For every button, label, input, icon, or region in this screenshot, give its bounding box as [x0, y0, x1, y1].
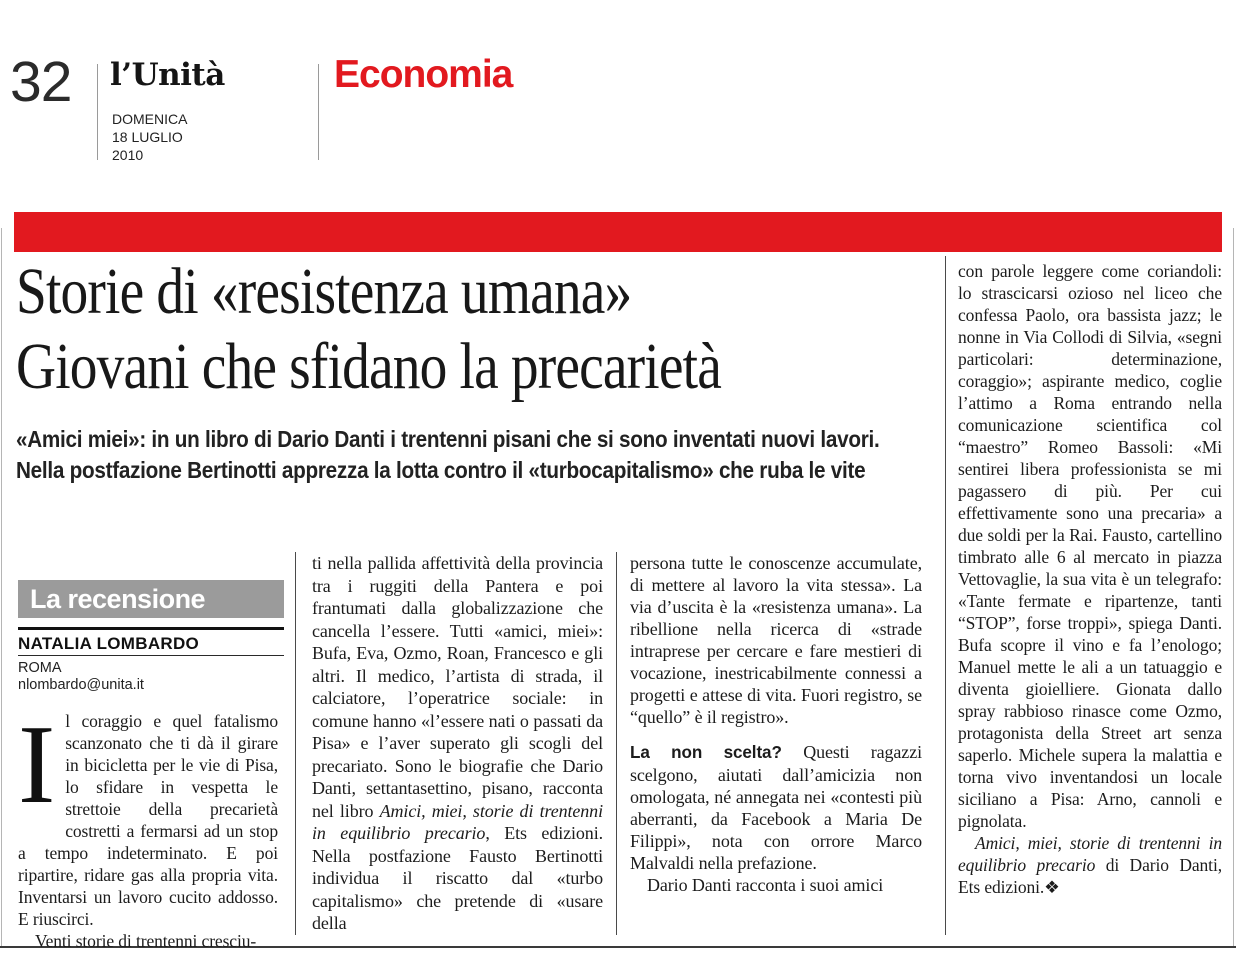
paragraph-text: l coraggio e quel fatalismo scanzonato che ti dà il girare in bicicletta per le vie di Pisa, lo sfidare in vespetta le strettoie della precarietà costretti a fermarsi ad un stop a tempo indeterminato. E poi ripartire, ridare gas alla propria vita. Inventarsi un lavoro cucito addosso. E riuscirci.	[18, 711, 278, 929]
byline-author: NATALIA LOMBARDO	[18, 634, 200, 653]
paragraph-text: di Dario Danti, Ets edizioni.❖	[958, 855, 1222, 897]
paragraph-text: Dario Danti racconta i suoi amici	[647, 875, 884, 895]
section-red-bar	[14, 212, 1222, 252]
page-number: 32	[10, 50, 72, 114]
paragraph-text: Venti storie di trentenni cresciu-	[35, 931, 257, 951]
issue-date-weekday: DOMENICA	[112, 111, 188, 127]
column-divider-2-3	[616, 552, 617, 935]
standfirst-line-1: «Amici miei»: in un libro di Dario Danti i trentenni pisani che si sono inventati nuovi lavori.	[16, 426, 880, 452]
issue-date-year: 2010	[112, 147, 144, 163]
article-column-3	[630, 552, 922, 896]
byline-rule-thick	[18, 627, 284, 630]
article-paragraph	[630, 552, 922, 728]
byline-rule-thin	[18, 655, 284, 656]
standfirst-line-2: Nella postfazione Bertinotti apprezza la lotta contro il «turbocapitalismo» che ruba le vite	[16, 457, 866, 483]
masthead-logo: l’Unità	[110, 57, 225, 93]
kicker-label: La recensione	[30, 583, 206, 614]
article-paragraph	[630, 741, 922, 874]
article-paragraph	[958, 832, 1222, 898]
paragraph-text: , Ets edizioni. Nella postfazione Fausto Bertinotti individua il riscatto dal «turbo capitalismo» che pretende di «usare della	[312, 823, 604, 933]
article-paragraph	[312, 552, 603, 935]
paragraph-text: ti nella pallida affettività della provincia tra i ruggiti della Pantera e poi frantumati dalla globalizzazione che cancella l’essere. Tutti «amici, miei»: Bufa, Eva, Ozmo, Roan, Francesco e gli altri. Il medico, l’artista di strada, il calciatore, l’operatrice sociale: in comune hanno «l’essere nati o passati da Pisa» e l’aver superato gli scogli del precariato. Sono le biografie che Dario Danti, settantasettino, pisano, racconta nel libro	[312, 553, 603, 821]
byline-email: nlombardo@unita.it	[18, 677, 144, 693]
issue-date	[112, 110, 187, 164]
page-edge-rule-left	[1, 228, 2, 946]
kicker-box	[18, 580, 284, 618]
article-column-1	[18, 703, 278, 952]
book-title-italic: Amici, miei, storie di trentenni in equilibrio precario	[958, 833, 1222, 875]
drop-cap: I	[18, 703, 56, 827]
column-divider-1-2	[295, 552, 296, 935]
paragraph-text: persona tutte le conoscenze accumulate, di mettere al lavoro la vita stessa». La via d’uscita è la «resistenza umana». La ribellione nella ricerca di «strade intraprese per cercare e fare mestieri di vocazione, inestricabilmente connessi a progetti e attese di vita. Fuori registro, se “quello” è il registro».	[630, 553, 922, 727]
article-paragraph	[958, 260, 1222, 832]
masthead-divider-left	[97, 64, 98, 160]
column-divider-right	[945, 256, 946, 935]
section-title: Economia	[334, 53, 513, 96]
article-paragraph	[18, 930, 278, 952]
article-column-4	[958, 260, 1222, 898]
article-headline	[16, 254, 855, 404]
book-title-italic: Amici, miei, storie di trentenni in equilibrio precario	[312, 800, 603, 843]
article-paragraph	[18, 703, 278, 930]
paragraph-lead-in: La non scelta?	[630, 743, 804, 762]
paragraph-text: con parole leggere come coriandoli: lo strascicarsi ozioso nel liceo che confessa Paolo, ora bassista jazz; le nonne in Via Collodi di Silvia, «segni particolari: determinazione, coraggio»; aspirante medico, coglie l’attimo a Roma entrando nella comunicazione scientifica col “maestro” Romeo Bassoli: «Mi sentirei libera professionista se mi pagassero di più. Per cui effettivamente sono una precaria» a due soldi per la Rai. Fausto, cartellino timbrato alle 6 al mercato in piazza Vettovaglie, la sua vita è un telegrafo: «Tante fermate e ripartenze, tanti “STOP”, forse troppi», spiega Danti. Bufa scopre il vino e fa l’enologo; Manuel mette le ali a un tatuaggio e diventa gioielliere. Gionata dallo spray rabbioso rinasce come Ozmo, protagonista della Street art senza saperlo. Michele supera la malattia e torna vivo inventandosi un locale siciliano a Pisa: Arno, cannoli e pignolata.	[958, 261, 1222, 831]
paragraph-text: Questi ragazzi scelgono, aiutati dall’amicizia non omologata, né annegata nei «contesti più aberranti, da Facebook a Maria De Filippi», nota con orrore Marco Malvaldi nella prefazione.	[630, 742, 922, 873]
masthead-divider-right	[318, 64, 319, 160]
issue-date-day-month: 18 LUGLIO	[112, 129, 183, 145]
headline-line-2: Giovani che sfidano la precarietà	[16, 330, 721, 403]
article-paragraph	[630, 874, 922, 896]
page-edge-rule-right	[1233, 228, 1234, 946]
headline-line-1: Storie di «resistenza umana»	[16, 255, 632, 328]
article-column-2	[312, 552, 603, 935]
article-standfirst	[16, 424, 975, 486]
byline-location: ROMA	[18, 660, 62, 676]
